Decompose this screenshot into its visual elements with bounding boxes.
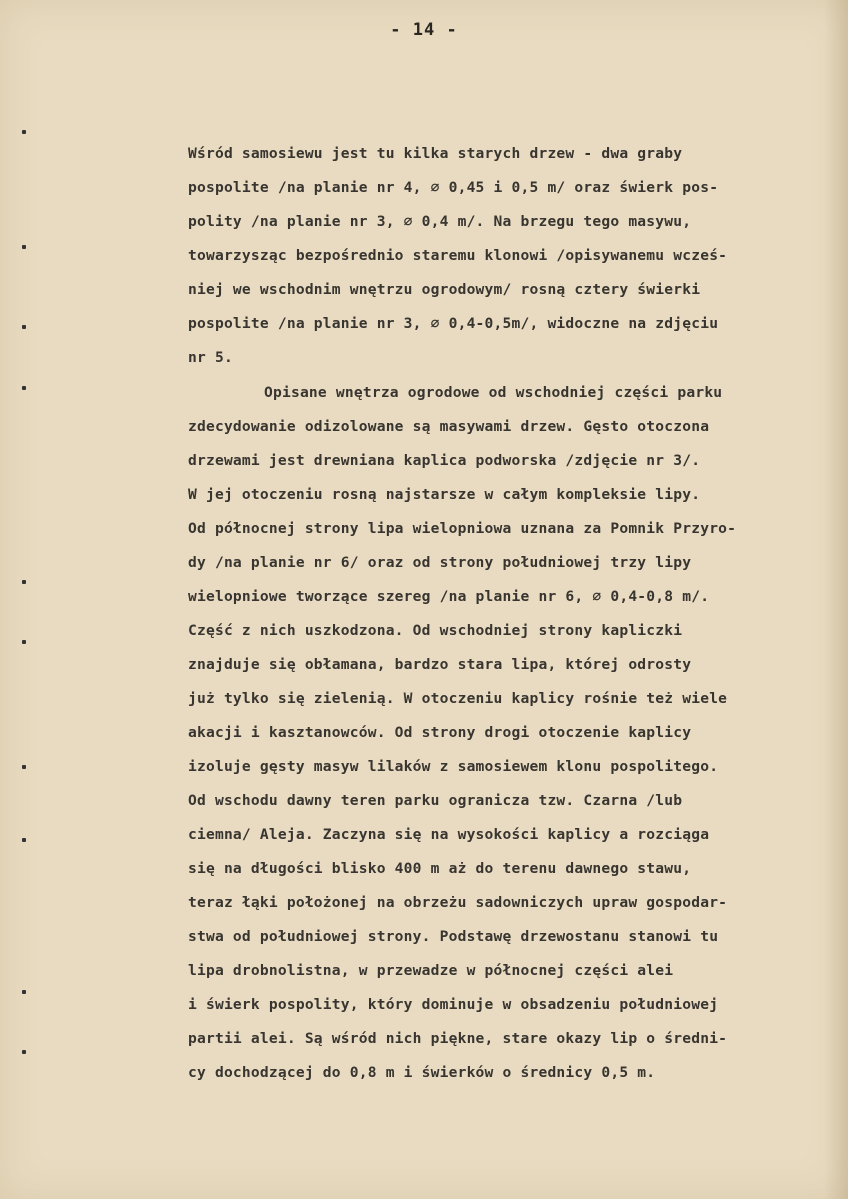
text-line: lipa drobnolistna, w przewadze w północnej części alei xyxy=(188,962,674,979)
margin-mark xyxy=(22,245,26,249)
text-line: towarzysząc bezpośrednio staremu klonowi /opisywanemu wcześ- xyxy=(188,247,728,264)
page-number: - 14 - xyxy=(390,20,458,40)
text-line: Część z nich uszkodzona. Od wschodniej strony kapliczki xyxy=(188,622,683,639)
text-line: polity /na planie nr 3, ∅ 0,4 m/. Na brzegu tego masywu, xyxy=(188,213,692,230)
text-line: stwa od południowej strony. Podstawę drzewostanu stanowi tu xyxy=(188,928,719,945)
margin-mark xyxy=(22,838,26,842)
margin-mark xyxy=(22,130,26,134)
margin-mark xyxy=(22,1050,26,1054)
text-line: zdecydowanie odizolowane są masywami drzew. Gęsto otoczona xyxy=(188,418,710,435)
text-line: wielopniowe tworzące szereg /na planie nr 6, ∅ 0,4-0,8 m/. xyxy=(188,588,710,605)
margin-mark xyxy=(22,386,26,390)
text-line: teraz łąki położonej na obrzeżu sadowniczych upraw gospodar- xyxy=(188,894,728,911)
paper-edge-stain xyxy=(824,0,848,1199)
text-line: Od północnej strony lipa wielopniowa uznana za Pomnik Przyro- xyxy=(188,520,737,537)
text-line: pospolite /na planie nr 3, ∅ 0,4-0,5m/, widoczne na zdjęciu xyxy=(188,315,719,332)
text-line: cy dochodzącej do 0,8 m i świerków o średnicy 0,5 m. xyxy=(188,1064,656,1081)
margin-mark xyxy=(22,580,26,584)
margin-mark xyxy=(22,765,26,769)
text-line: Wśród samosiewu jest tu kilka starych drzew - dwa graby xyxy=(188,145,683,162)
text-line: partii alei. Są wśród nich piękne, stare okazy lip o średni- xyxy=(188,1030,728,1047)
margin-mark xyxy=(22,640,26,644)
text-line: Od wschodu dawny teren parku ogranicza tzw. Czarna /lub xyxy=(188,792,683,809)
text-line: się na długości blisko 400 m aż do terenu dawnego stawu, xyxy=(188,860,692,877)
text-line: pospolite /na planie nr 4, ∅ 0,45 i 0,5 m/ oraz świerk pos- xyxy=(188,179,719,196)
text-line: Opisane wnętrza ogrodowe od wschodniej części parku xyxy=(264,384,723,401)
text-line: nr 5. xyxy=(188,349,233,366)
text-line: izoluje gęsty masyw lilaków z samosiewem klonu pospolitego. xyxy=(188,758,719,775)
text-line: drzewami jest drewniana kaplica podworska /zdjęcie nr 3/. xyxy=(188,452,701,469)
text-line: już tylko się zielenią. W otoczeniu kaplicy rośnie też wiele xyxy=(188,690,728,707)
text-line: ciemna/ Aleja. Zaczyna się na wysokości kaplicy a rozciąga xyxy=(188,826,710,843)
text-line: i świerk pospolity, który dominuje w obsadzeniu południowej xyxy=(188,996,719,1013)
margin-mark xyxy=(22,990,26,994)
text-line: dy /na planie nr 6/ oraz od strony południowej trzy lipy xyxy=(188,554,692,571)
text-line: W jej otoczeniu rosną najstarsze w całym kompleksie lipy. xyxy=(188,486,701,503)
text-line: akacji i kasztanowców. Od strony drogi otoczenie kaplicy xyxy=(188,724,692,741)
text-line: znajduje się obłamana, bardzo stara lipa, której odrosty xyxy=(188,656,692,673)
margin-mark xyxy=(22,325,26,329)
text-line: niej we wschodnim wnętrzu ogrodowym/ rosną cztery świerki xyxy=(188,281,701,298)
